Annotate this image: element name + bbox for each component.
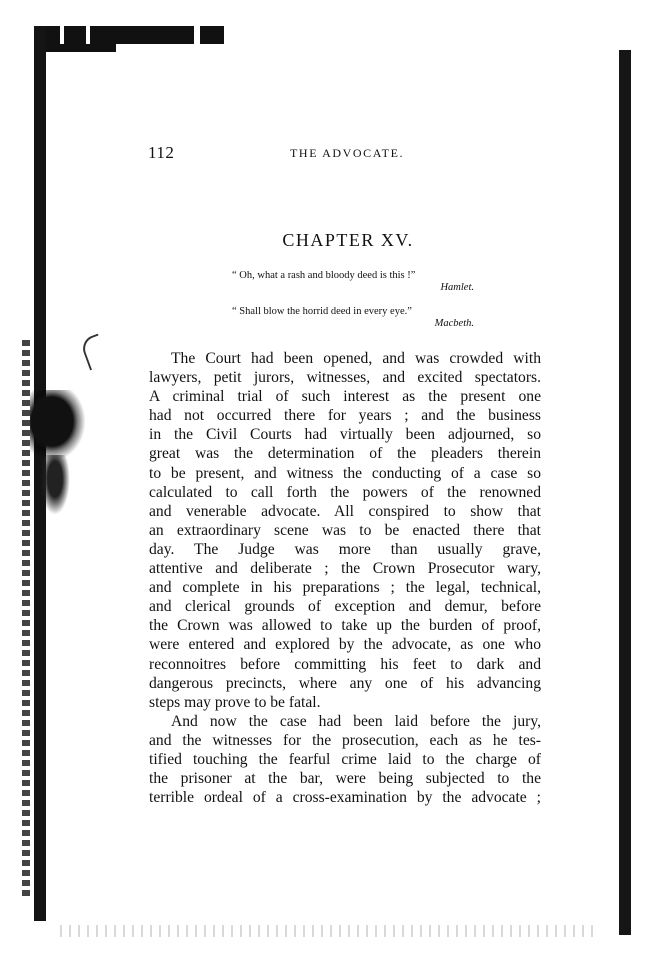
text-line: the Crown was allowed to take up the burden of proof,: [149, 617, 541, 635]
text-line: The Court had been opened, and was crowded with: [171, 350, 541, 367]
margin-pencil-mark: [79, 334, 109, 371]
scan-artifact-right-edge: [619, 50, 631, 935]
epigraph-quote: “ Shall blow the horrid deed in every eye.”: [232, 306, 412, 317]
text-line: were entered and explored by the advocate, as one who: [149, 636, 541, 654]
text-line: And now the case had been laid before the jury,: [171, 712, 541, 730]
text-line: the prisoner at the bar, were being subjected to the: [149, 770, 541, 788]
paragraph: [149, 349, 541, 712]
scan-artifact-top: [34, 26, 224, 44]
text-line: A criminal trial of such interest as the present one: [149, 388, 541, 406]
text-line: reconnoitres before committing his feet to dark and: [149, 655, 541, 673]
body-text: [149, 349, 541, 807]
text-line: day. The Judge was more than usually grave,: [149, 540, 541, 558]
text-line: in the Civil Courts had virtually been adjourned, so: [149, 426, 541, 444]
scan-artifact-left-stripes: [22, 340, 30, 900]
page-number: 112: [148, 143, 175, 162]
text-line: dangerous precincts, where any one of his advancing: [149, 674, 541, 692]
running-header: [148, 143, 543, 163]
text-line: and venerable advocate. All conspired to show that: [149, 502, 541, 520]
epigraph-attribution: Hamlet.: [440, 282, 474, 293]
text-line: to be present, and witness the conducting of a case so: [149, 464, 541, 482]
text-line: great was the determination of the pleaders therein: [149, 445, 541, 463]
text-line: and clerical grounds of exception and demur, before: [149, 598, 541, 616]
ink-blot-drip: [40, 455, 70, 515]
text-line: and the witnesses for the prosecution, each as he tes-: [149, 731, 541, 749]
epigraph: [232, 306, 492, 330]
running-title: THE ADVOCATE.: [290, 146, 405, 160]
paragraph: [149, 712, 541, 807]
chapter-title: CHAPTER XV.: [282, 230, 414, 250]
epigraph-quote: “ Oh, what a rash and bloody deed is this !”: [232, 270, 416, 281]
scan-artifact-top-thin: [46, 44, 116, 52]
text-line: steps may prove to be fatal.: [149, 693, 321, 711]
text-line: tified touching the fearful crime laid to the charge of: [149, 750, 541, 768]
text-line: an extraordinary scene was to be enacted there that: [149, 521, 541, 539]
text-line: and complete in his preparations ; the legal, technical,: [149, 579, 541, 597]
text-line: calculated to call forth the powers of the renowned: [149, 483, 541, 501]
epigraph-attribution: Macbeth.: [434, 318, 474, 329]
text-line: had not occurred there for years ; and the business: [149, 407, 541, 425]
text-line: lawyers, petit jurors, witnesses, and excited spectators.: [149, 369, 541, 387]
scan-artifact-bottom-specks: [60, 925, 600, 937]
text-line: attentive and deliberate ; the Crown Prosecutor wary,: [149, 560, 541, 578]
ink-blot: [30, 390, 85, 460]
epigraph: [232, 270, 492, 294]
text-line: terrible ordeal of a cross-examination by the advocate ;: [149, 789, 541, 807]
